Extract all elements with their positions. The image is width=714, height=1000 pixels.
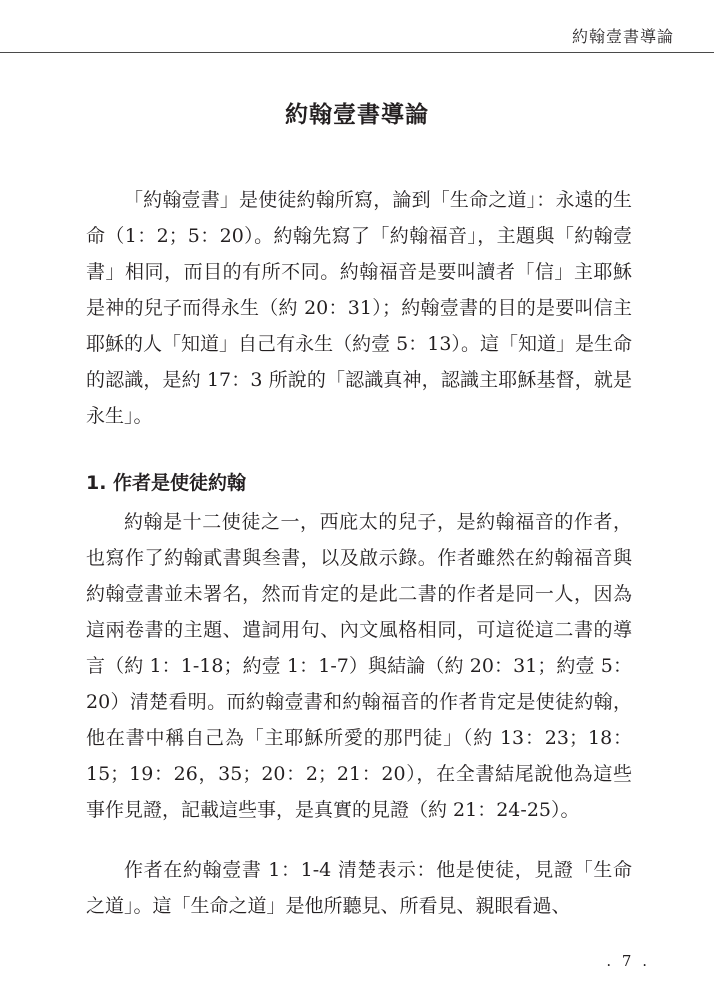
section-heading-author: 1. 作者是使徒約翰 bbox=[86, 472, 247, 494]
page-number: . 7 . bbox=[606, 952, 650, 970]
intro-paragraph: 「約翰壹書」是使徒約翰所寫，論到「生命之道」：永遠的生命（1：2；5：20）。約翰先寫了「約翰福音」，主題與「約翰壹書」相同，而目的有所不同。約翰福音是要叫讀者「信」主耶穌是神的兒子而得永生（約 20：31）；約翰壹書的目的是要叫信主耶穌的人「知道」自己有永生（約壹 5：13）。這「知道」是生命的認識，是約 17：3 所說的「認識真神，認識主耶穌基督，就是永生」。 bbox=[86, 189, 632, 427]
running-head-title: 約翰壹書導論 bbox=[571, 27, 674, 46]
section-paragraph: 約翰是十二使徒之一，西庇太的兒子，是約翰福音的作者，也寫作了約翰貳書與叁書，以及啟示錄。作者雖然在約翰福音與約翰壹書並未署名，然而肯定的是此二書的作者是同一人，因為這兩卷書的主題、遣詞用句、內文風格相同，可這從這二書的導言（約 1：1-18；約壹 1：1-7）與結論（約 20：31；約壹 5：20）清楚看明。而約翰壹書和約翰福音的作者肯定是使徒約翰，他在書中稱自己為「主耶穌所愛的那門徒」（約 13：23；18：15；19：26，35；20：2；21：20），在全書結尾說他為這些事作見證，記載這些事，是真實的見證（約 21：24-25）。 bbox=[86, 511, 632, 821]
chapter-title: 約翰壹書導論 bbox=[285, 102, 429, 128]
header-rule bbox=[0, 52, 714, 53]
section-paragraph: 作者在約翰壹書 1：1-4 清楚表示：他是使徒，見證「生命之道」。這「生命之道」是他所聽見、所看見、親眼看過、 bbox=[86, 859, 632, 917]
